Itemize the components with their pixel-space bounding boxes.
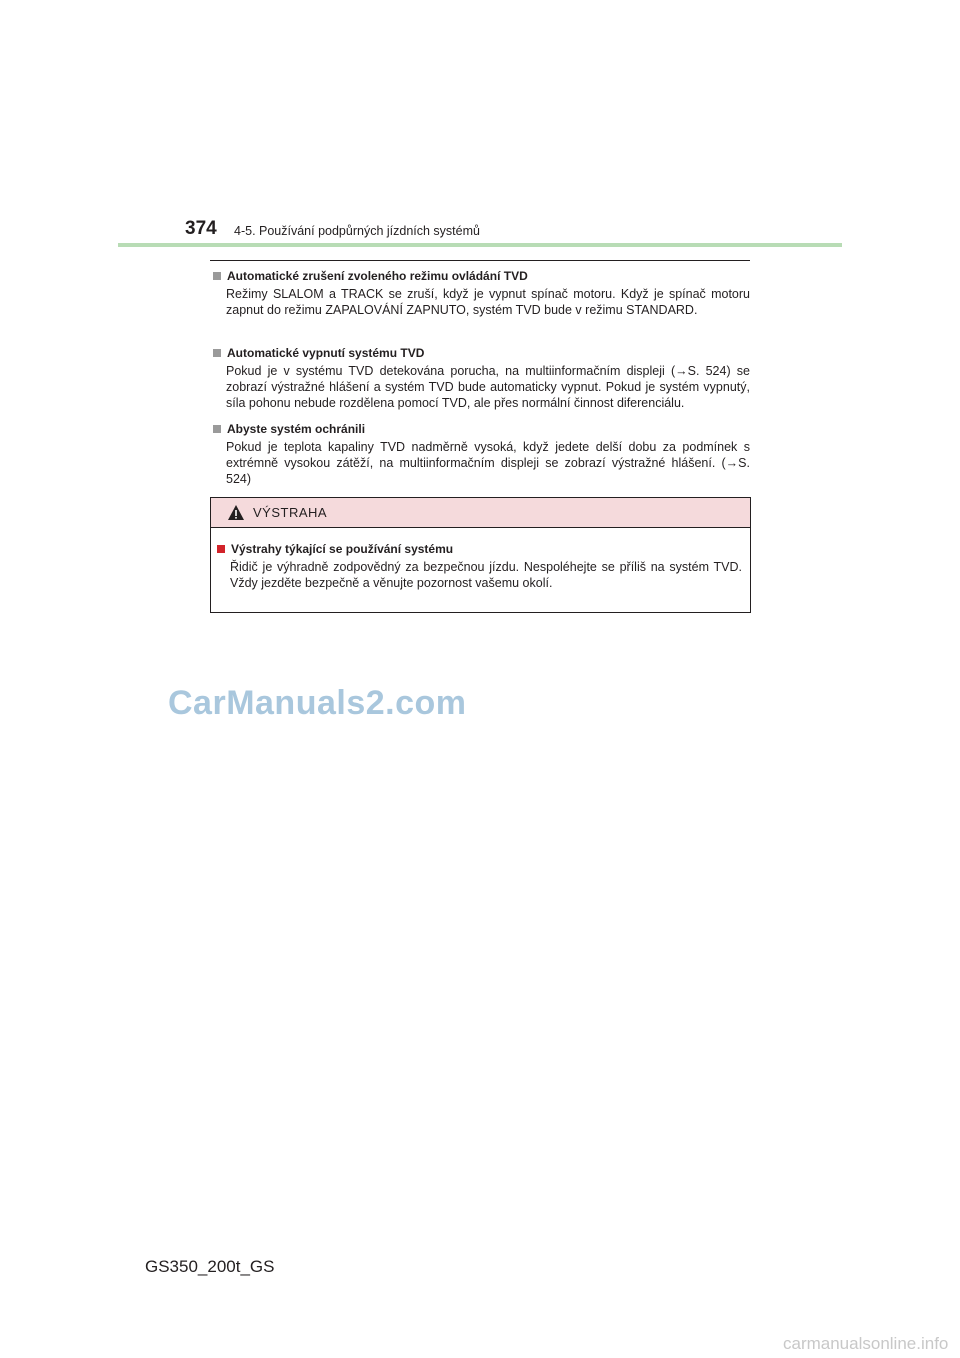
info-item-body: Pokud je v systému TVD detekována porucha, na multiinformačním displeji (→S. 524) se zobrazí výstražné hlášení a systém TVD bude automaticky vypnut. Pokud je systém vypnutý, síla pohonu nebude rozdělena pomocí TVD, ale přes normální činnost diferenciálu. <box>226 364 750 410</box>
info-item-protection <box>210 421 750 487</box>
content-top-rule <box>210 260 750 261</box>
watermark-logo: CarManuals2.com <box>168 684 467 722</box>
info-item-auto-cancel <box>210 268 750 318</box>
footer-model-code: GS350_200t_GS <box>145 1257 275 1276</box>
header-rule <box>118 243 842 247</box>
info-item-heading <box>210 421 750 437</box>
info-item-heading <box>210 345 750 361</box>
warning-item-heading <box>211 541 750 557</box>
warning-title: VÝSTRAHA <box>253 505 328 520</box>
info-item-body: Režimy SLALOM a TRACK se zruší, když je vypnut spínač motoru. Když je spínač motoru zapnut do režimu ZAPALOVÁNÍ ZAPNUTO, systém TVD bude v režimu STANDARD. <box>226 287 750 317</box>
warning-box <box>210 497 751 613</box>
bullet-square-icon <box>213 272 221 280</box>
info-item-heading <box>210 268 750 284</box>
section-title: 4-5. Používání podpůrných jízdních systémů <box>234 224 480 238</box>
info-item-body: Pokud je teplota kapaliny TVD nadměrně vysoká, když jedete delší dobu za podmínek s extrémně vysokou zátěží, na multiinformačním displeji se zobrazí výstražné hlášení. (→S. 524) <box>226 440 750 486</box>
info-item-heading-text: Abyste systém ochránili <box>227 422 366 436</box>
warning-item-body: Řidič je výhradně zodpovědný za bezpečnou jízdu. Nespoléhejte se příliš na systém TVD. Vždy jezděte bezpečně a věnujte pozornost vašemu okolí. <box>230 560 742 590</box>
info-item-heading-text: Automatické zrušení zvoleného režimu ovládání TVD <box>227 269 528 283</box>
bullet-square-icon <box>213 425 221 433</box>
warning-bullet-icon <box>217 545 225 553</box>
warning-item <box>211 528 750 591</box>
info-item-heading-text: Automatické vypnutí systému TVD <box>227 346 425 360</box>
warning-header <box>211 498 750 528</box>
warning-triangle-icon <box>227 504 245 521</box>
footer-site-watermark: carmanualsonline.info <box>783 1334 949 1353</box>
warning-item-heading-text: Výstrahy týkající se používání systému <box>231 542 454 556</box>
bullet-square-icon <box>213 349 221 357</box>
page-number: 374 <box>185 218 217 239</box>
info-item-auto-off <box>210 345 750 411</box>
